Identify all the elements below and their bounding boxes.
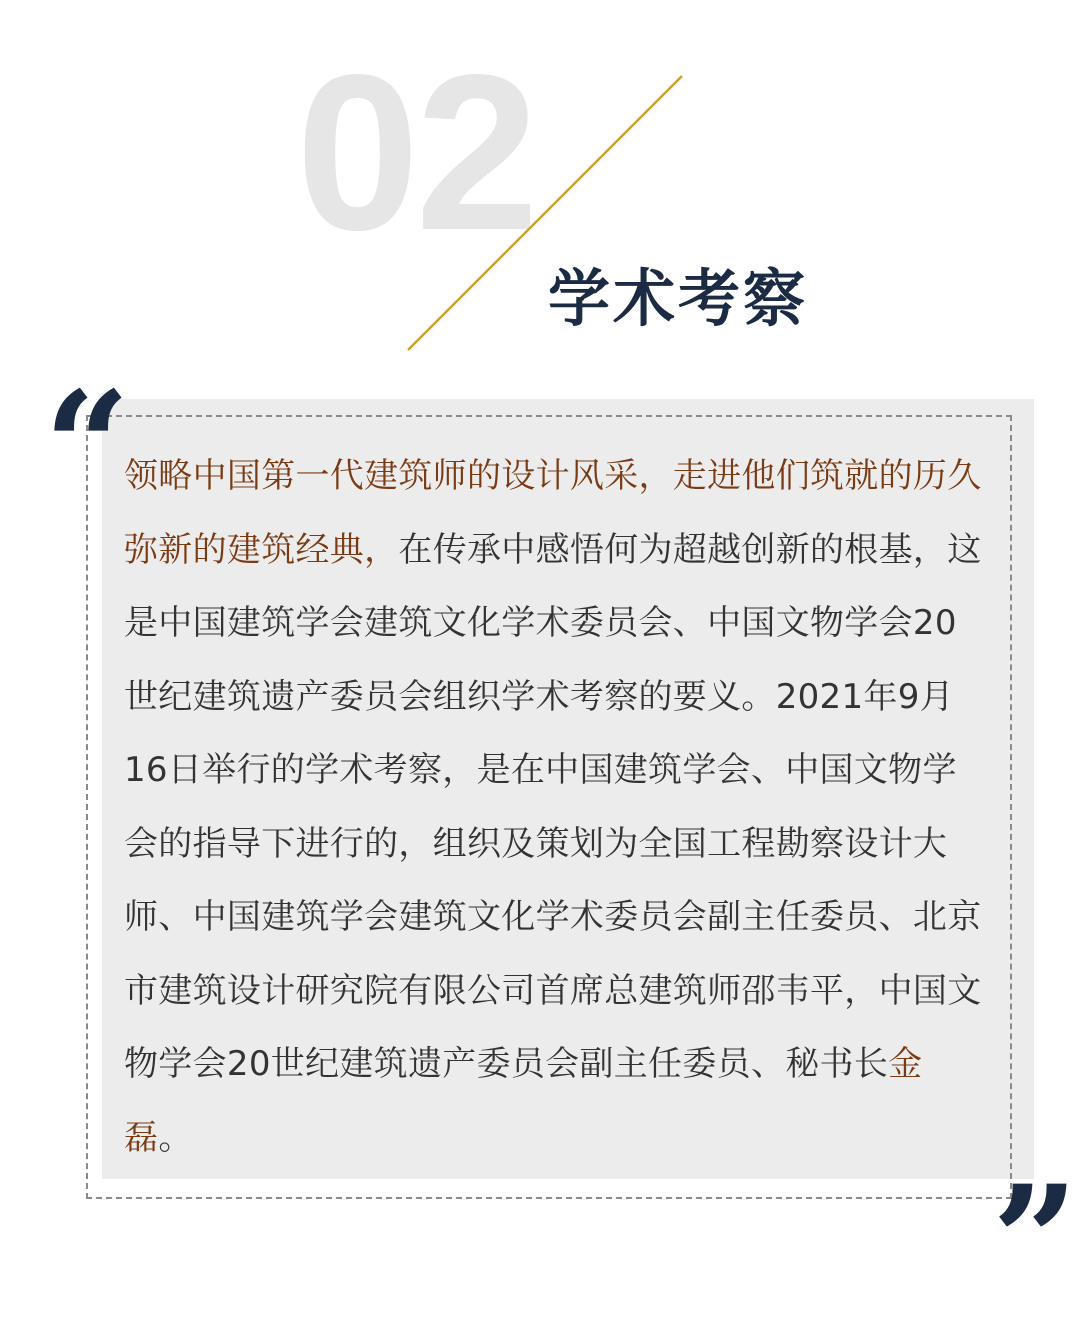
highlight-intro: 领略中国第一代建筑师的设计风采，走进他们筑就的历久弥新的建筑经典， — [124, 456, 982, 570]
end-punctuation: 。 — [158, 1117, 193, 1158]
close-quote-icon: ” — [992, 1153, 1079, 1329]
section-title: 学术考察 — [548, 262, 809, 335]
section-number: 02 — [296, 29, 535, 277]
open-quote-icon: “ — [44, 359, 131, 535]
body-main-text: 在传承中感悟何为超越创新的根基，这是中国建筑学会建筑文化学术委员会、中国文物学会20世纪建筑遗产委员会组织学术考察的要义。2021年9月16日举行的学术考察，是在中国建筑学会、中国文物学会的指导下进行的，组织及策划为全国工程勘察设计大师、中国建筑学会建筑文化学术委员会副主任委员、北京市建筑设计研究院有限公司首席总建筑师邵韦平，中国文物学会20世纪建筑遗产委员会副主任委员、秘书长 — [124, 529, 982, 1084]
highlight-name: 金磊 — [124, 1044, 923, 1158]
quote-paragraph — [124, 440, 984, 1175]
diagonal-accent-line — [0, 0, 1080, 400]
